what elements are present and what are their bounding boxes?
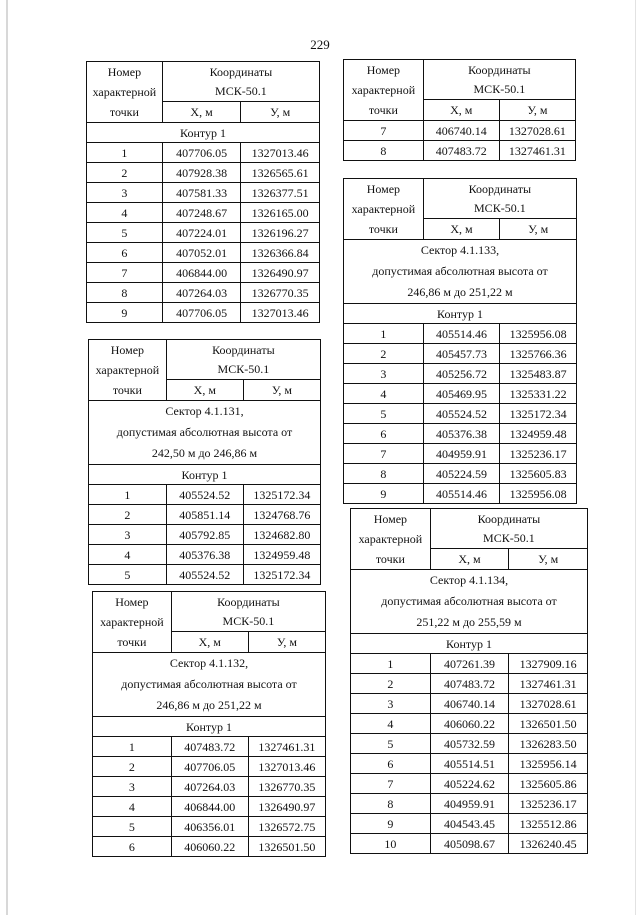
table-row [93, 797, 326, 817]
point-number-cell: 2 [344, 344, 424, 364]
header-line: Координаты [468, 62, 531, 77]
y-coordinate-cell: 1327013.46 [248, 757, 325, 777]
contour-row [93, 717, 326, 737]
table-header-row [344, 179, 577, 219]
y-coordinate-cell: 1325172.34 [500, 404, 577, 424]
point-number-cell: 7 [344, 121, 424, 141]
y-coordinate-cell: 1325236.17 [509, 794, 588, 814]
table-header-row [344, 60, 576, 100]
contour-row [89, 465, 321, 485]
point-number-cell: 2 [351, 674, 431, 694]
x-coordinate-cell: 404543.45 [430, 814, 509, 834]
header-line: Номер [366, 182, 401, 196]
header-line: характерной [351, 202, 416, 216]
table-header-row [351, 509, 588, 549]
header-line: характерной [351, 83, 416, 97]
sector-row [93, 653, 326, 717]
point-number-cell: 1 [93, 737, 172, 757]
coordinates-header [162, 62, 319, 102]
y-coordinate-cell: 1325956.08 [500, 324, 577, 344]
point-number-cell: 4 [351, 714, 431, 734]
sector-line: Сектор 4.1.133, [420, 243, 500, 257]
point-number-cell: 3 [89, 525, 167, 545]
table-row [351, 814, 588, 834]
sector-line: допустимая абсолютная высота от [381, 594, 557, 608]
table-row [344, 484, 577, 504]
table-row [344, 141, 576, 161]
point-number-cell: 8 [351, 794, 431, 814]
x-coordinate-cell: 405514.51 [430, 754, 509, 774]
header-line: Номер [373, 512, 408, 526]
sector-line: Сектор 4.1.131, [165, 404, 244, 418]
point-number-cell: 3 [87, 183, 163, 203]
x-coordinate-cell: 405469.95 [423, 384, 500, 404]
header-line: Координаты [468, 181, 532, 196]
header-line: характерной [95, 363, 160, 377]
y-coordinate-cell: 1326377.51 [241, 183, 320, 203]
table-row [89, 545, 321, 565]
table-row [351, 654, 588, 674]
point-number-cell: 4 [344, 384, 424, 404]
header-line: МСК-50.1 [215, 83, 267, 98]
point-number-cell: 9 [87, 303, 163, 323]
y-column-header: У, м [509, 549, 588, 570]
y-coordinate-cell: 1326770.35 [241, 283, 320, 303]
x-coordinate-cell: 405376.38 [423, 424, 500, 444]
point-number-header [344, 60, 424, 121]
table-row [351, 674, 588, 694]
y-coordinate-cell: 1326490.97 [241, 263, 320, 283]
point-number-cell: 4 [87, 203, 163, 223]
y-coordinate-cell: 1325605.86 [509, 774, 588, 794]
coordinate-table [343, 178, 577, 504]
table-row [351, 834, 588, 854]
x-coordinate-cell: 405792.85 [166, 525, 243, 545]
coordinate-table [343, 59, 576, 161]
y-coordinate-cell: 1327461.31 [499, 141, 575, 161]
x-coordinate-cell: 405524.52 [166, 565, 243, 585]
y-coordinate-cell: 1326572.75 [248, 817, 325, 837]
point-number-cell: 10 [351, 834, 431, 854]
sector-line: 246,86 м до 251,22 м [156, 698, 262, 712]
y-column-header: У, м [241, 102, 320, 123]
y-coordinate-cell: 1325172.34 [243, 565, 320, 585]
y-coordinate-cell: 1325483.87 [500, 364, 577, 384]
coordinate-table [92, 591, 326, 857]
point-number-cell: 8 [344, 141, 424, 161]
point-number-cell: 3 [93, 777, 172, 797]
table-row [344, 344, 577, 364]
table-row [87, 223, 320, 243]
x-coordinate-cell: 406844.00 [162, 263, 241, 283]
coordinate-table [88, 339, 321, 585]
y-coordinate-cell: 1324768.76 [243, 505, 320, 525]
header-line: точки [109, 105, 139, 119]
y-coordinate-cell: 1324959.48 [243, 545, 320, 565]
sector-line: 251,22 м до 255,59 м [416, 615, 522, 629]
contour-row [87, 123, 320, 143]
sector-line: допустимая абсолютная высота от [372, 264, 548, 278]
point-number-cell: 8 [344, 464, 424, 484]
table-row [87, 303, 320, 323]
header-line: МСК-50.1 [217, 361, 270, 376]
x-coordinate-cell: 407706.05 [171, 757, 248, 777]
sector-row [351, 570, 588, 634]
header-line: Номер [366, 63, 401, 77]
header-line: МСК-50.1 [474, 200, 526, 215]
y-coordinate-cell: 1325512.86 [509, 814, 588, 834]
x-coordinate-cell: 406060.22 [171, 837, 248, 857]
table-row [87, 183, 320, 203]
table-row [93, 737, 326, 757]
x-coordinate-cell: 405224.62 [430, 774, 509, 794]
x-column-header: Х, м [171, 632, 248, 653]
point-number-header [89, 340, 167, 401]
header-line: Номер [110, 343, 145, 357]
scan-edge-left [6, 0, 8, 915]
header-line: Координаты [212, 342, 275, 357]
point-number-cell: 5 [351, 734, 431, 754]
header-line: МСК-50.1 [483, 530, 535, 545]
point-number-cell: 7 [344, 444, 424, 464]
table-row [89, 565, 321, 585]
point-number-cell: 6 [93, 837, 172, 857]
sector-line: 246,86 м до 251,22 м [407, 285, 513, 299]
sector-row [344, 240, 577, 304]
coordinates-header [423, 179, 576, 219]
y-coordinate-cell: 1326196.27 [241, 223, 320, 243]
point-number-cell: 4 [93, 797, 172, 817]
table-row [89, 525, 321, 545]
table-row [351, 754, 588, 774]
y-coordinate-cell: 1326770.35 [248, 777, 325, 797]
x-coordinate-cell: 405732.59 [430, 734, 509, 754]
x-coordinate-cell: 406356.01 [171, 817, 248, 837]
point-number-header [344, 179, 424, 240]
point-number-cell: 1 [351, 654, 431, 674]
point-number-cell: 1 [344, 324, 424, 344]
y-coordinate-cell: 1327909.16 [509, 654, 588, 674]
x-column-header: Х, м [423, 219, 500, 240]
y-column-header: У, м [499, 100, 575, 121]
sector-line: допустимая абсолютная высота от [121, 677, 297, 691]
table-row [351, 734, 588, 754]
y-coordinate-cell: 1326240.45 [509, 834, 588, 854]
y-coordinate-cell: 1326283.50 [509, 734, 588, 754]
y-coordinate-cell: 1327013.46 [241, 143, 320, 163]
y-coordinate-cell: 1327461.31 [509, 674, 588, 694]
x-coordinate-cell: 407483.72 [423, 141, 499, 161]
point-number-cell: 3 [351, 694, 431, 714]
x-coordinate-cell: 407264.03 [171, 777, 248, 797]
sector-line: Сектор 4.1.134, [429, 573, 509, 587]
header-line: точки [368, 103, 398, 117]
table-row [344, 404, 577, 424]
table-row [344, 424, 577, 444]
sector-description [351, 570, 588, 634]
y-coordinate-cell: 1324959.48 [500, 424, 577, 444]
table-row [87, 283, 320, 303]
contour-label: Контур 1 [351, 634, 588, 654]
point-number-cell: 6 [351, 754, 431, 774]
header-line: Координаты [209, 64, 273, 79]
contour-label: Контур 1 [87, 123, 320, 143]
table-header-row [93, 592, 326, 632]
point-number-header [93, 592, 172, 653]
table-row [87, 203, 320, 223]
x-coordinate-cell: 405376.38 [166, 545, 243, 565]
x-coordinate-cell: 405524.52 [423, 404, 500, 424]
header-line: точки [368, 222, 398, 236]
point-number-cell: 7 [351, 774, 431, 794]
point-number-cell: 2 [89, 505, 167, 525]
x-column-header: Х, м [430, 549, 509, 570]
x-coordinate-cell: 407706.05 [162, 303, 241, 323]
scan-edge-right [635, 0, 636, 915]
table-row [344, 364, 577, 384]
x-coordinate-cell: 405098.67 [430, 834, 509, 854]
x-column-header: Х, м [166, 380, 243, 401]
table-row [93, 777, 326, 797]
coordinate-table [350, 508, 588, 854]
table-row [344, 444, 577, 464]
x-coordinate-cell: 405514.46 [423, 484, 500, 504]
point-number-cell: 1 [89, 485, 167, 505]
table-row [344, 464, 577, 484]
coordinates-header [430, 509, 587, 549]
y-coordinate-cell: 1327028.61 [499, 121, 575, 141]
page-number: 229 [310, 37, 330, 52]
point-number-cell: 8 [87, 283, 163, 303]
y-coordinate-cell: 1326501.50 [509, 714, 588, 734]
y-coordinate-cell: 1327028.61 [509, 694, 588, 714]
header-line: точки [112, 383, 142, 397]
x-coordinate-cell: 407248.67 [162, 203, 241, 223]
table-row [87, 263, 320, 283]
x-coordinate-cell: 407581.33 [162, 183, 241, 203]
point-number-cell: 5 [87, 223, 163, 243]
y-coordinate-cell: 1325236.17 [500, 444, 577, 464]
x-coordinate-cell: 406060.22 [430, 714, 509, 734]
x-coordinate-cell: 407264.03 [162, 283, 241, 303]
point-number-cell: 6 [87, 243, 163, 263]
y-coordinate-cell: 1327013.46 [241, 303, 320, 323]
header-line: характерной [100, 615, 164, 629]
x-coordinate-cell: 406740.14 [423, 121, 499, 141]
x-coordinate-cell: 407706.05 [162, 143, 241, 163]
point-number-cell: 5 [344, 404, 424, 424]
y-column-header: У, м [243, 380, 320, 401]
x-coordinate-cell: 404959.91 [430, 794, 509, 814]
y-coordinate-cell: 1326490.97 [248, 797, 325, 817]
header-line: характерной [358, 532, 423, 546]
table-row [93, 837, 326, 857]
point-number-header [87, 62, 163, 123]
header-line: Координаты [217, 594, 280, 609]
table-row [89, 505, 321, 525]
sector-line: 242,50 м до 246,86 м [151, 446, 258, 460]
x-coordinate-cell: 405457.73 [423, 344, 500, 364]
x-coordinate-cell: 407224.01 [162, 223, 241, 243]
y-coordinate-cell: 1325766.36 [500, 344, 577, 364]
x-coordinate-cell: 405256.72 [423, 364, 500, 384]
y-coordinate-cell: 1326165.00 [241, 203, 320, 223]
table-row [344, 384, 577, 404]
coordinates-header [423, 60, 575, 100]
sector-line: допустимая абсолютная высота от [116, 425, 293, 439]
header-line: точки [117, 635, 147, 649]
y-coordinate-cell: 1325605.83 [500, 464, 577, 484]
x-coordinate-cell: 404959.91 [423, 444, 500, 464]
table-row [351, 694, 588, 714]
table-row [351, 714, 588, 734]
coordinates-header [171, 592, 325, 632]
point-number-cell: 9 [351, 814, 431, 834]
y-coordinate-cell: 1325331.22 [500, 384, 577, 404]
y-coordinate-cell: 1325956.08 [500, 484, 577, 504]
y-column-header: У, м [500, 219, 577, 240]
table-header-row [87, 62, 320, 102]
sector-description [344, 240, 577, 304]
y-coordinate-cell: 1326565.61 [241, 163, 320, 183]
table-row [344, 324, 577, 344]
table-row [87, 243, 320, 263]
header-line: Номер [107, 65, 142, 79]
x-coordinate-cell: 406740.14 [430, 694, 509, 714]
y-coordinate-cell: 1324682.80 [243, 525, 320, 545]
point-number-cell: 3 [344, 364, 424, 384]
x-coordinate-cell: 405514.46 [423, 324, 500, 344]
x-coordinate-cell: 406844.00 [171, 797, 248, 817]
x-coordinate-cell: 407483.72 [171, 737, 248, 757]
table-row [344, 121, 576, 141]
point-number-cell: 9 [344, 484, 424, 504]
y-coordinate-cell: 1326501.50 [248, 837, 325, 857]
point-number-cell: 6 [344, 424, 424, 444]
x-coordinate-cell: 405524.52 [166, 485, 243, 505]
table-row [351, 794, 588, 814]
point-number-cell: 2 [93, 757, 172, 777]
y-coordinate-cell: 1327461.31 [248, 737, 325, 757]
contour-label: Контур 1 [344, 304, 577, 324]
sector-description [89, 401, 321, 465]
x-coordinate-cell: 407052.01 [162, 243, 241, 263]
coordinates-header [166, 340, 320, 380]
table-row [87, 163, 320, 183]
contour-row [351, 634, 588, 654]
sector-row [89, 401, 321, 465]
point-number-cell: 7 [87, 263, 163, 283]
point-number-header [351, 509, 431, 570]
sector-line: Сектор 4.1.132, [169, 656, 249, 670]
header-line: МСК-50.1 [222, 613, 275, 628]
header-line: Номер [115, 595, 149, 609]
point-number-cell: 4 [89, 545, 167, 565]
x-coordinate-cell: 405224.59 [423, 464, 500, 484]
x-coordinate-cell: 407928.38 [162, 163, 241, 183]
header-line: Координаты [477, 511, 541, 526]
table-header-row [89, 340, 321, 380]
x-column-header: Х, м [423, 100, 499, 121]
point-number-cell: 2 [87, 163, 163, 183]
header-line: точки [375, 552, 405, 566]
y-coordinate-cell: 1325172.34 [243, 485, 320, 505]
y-coordinate-cell: 1326366.84 [241, 243, 320, 263]
point-number-cell: 1 [87, 143, 163, 163]
table-row [351, 774, 588, 794]
header-line: характерной [92, 85, 157, 99]
sector-description [93, 653, 326, 717]
y-coordinate-cell: 1325956.14 [509, 754, 588, 774]
y-column-header: У, м [248, 632, 325, 653]
table-row [93, 757, 326, 777]
point-number-cell: 5 [93, 817, 172, 837]
table-row [87, 143, 320, 163]
x-coordinate-cell: 407483.72 [430, 674, 509, 694]
contour-row [344, 304, 577, 324]
x-column-header: Х, м [162, 102, 241, 123]
coordinate-table [86, 61, 320, 323]
x-coordinate-cell: 407261.39 [430, 654, 509, 674]
table-row [93, 817, 326, 837]
contour-label: Контур 1 [89, 465, 321, 485]
table-row [89, 485, 321, 505]
contour-label: Контур 1 [93, 717, 326, 737]
point-number-cell: 5 [89, 565, 167, 585]
header-line: МСК-50.1 [473, 81, 526, 96]
x-coordinate-cell: 405851.14 [166, 505, 243, 525]
